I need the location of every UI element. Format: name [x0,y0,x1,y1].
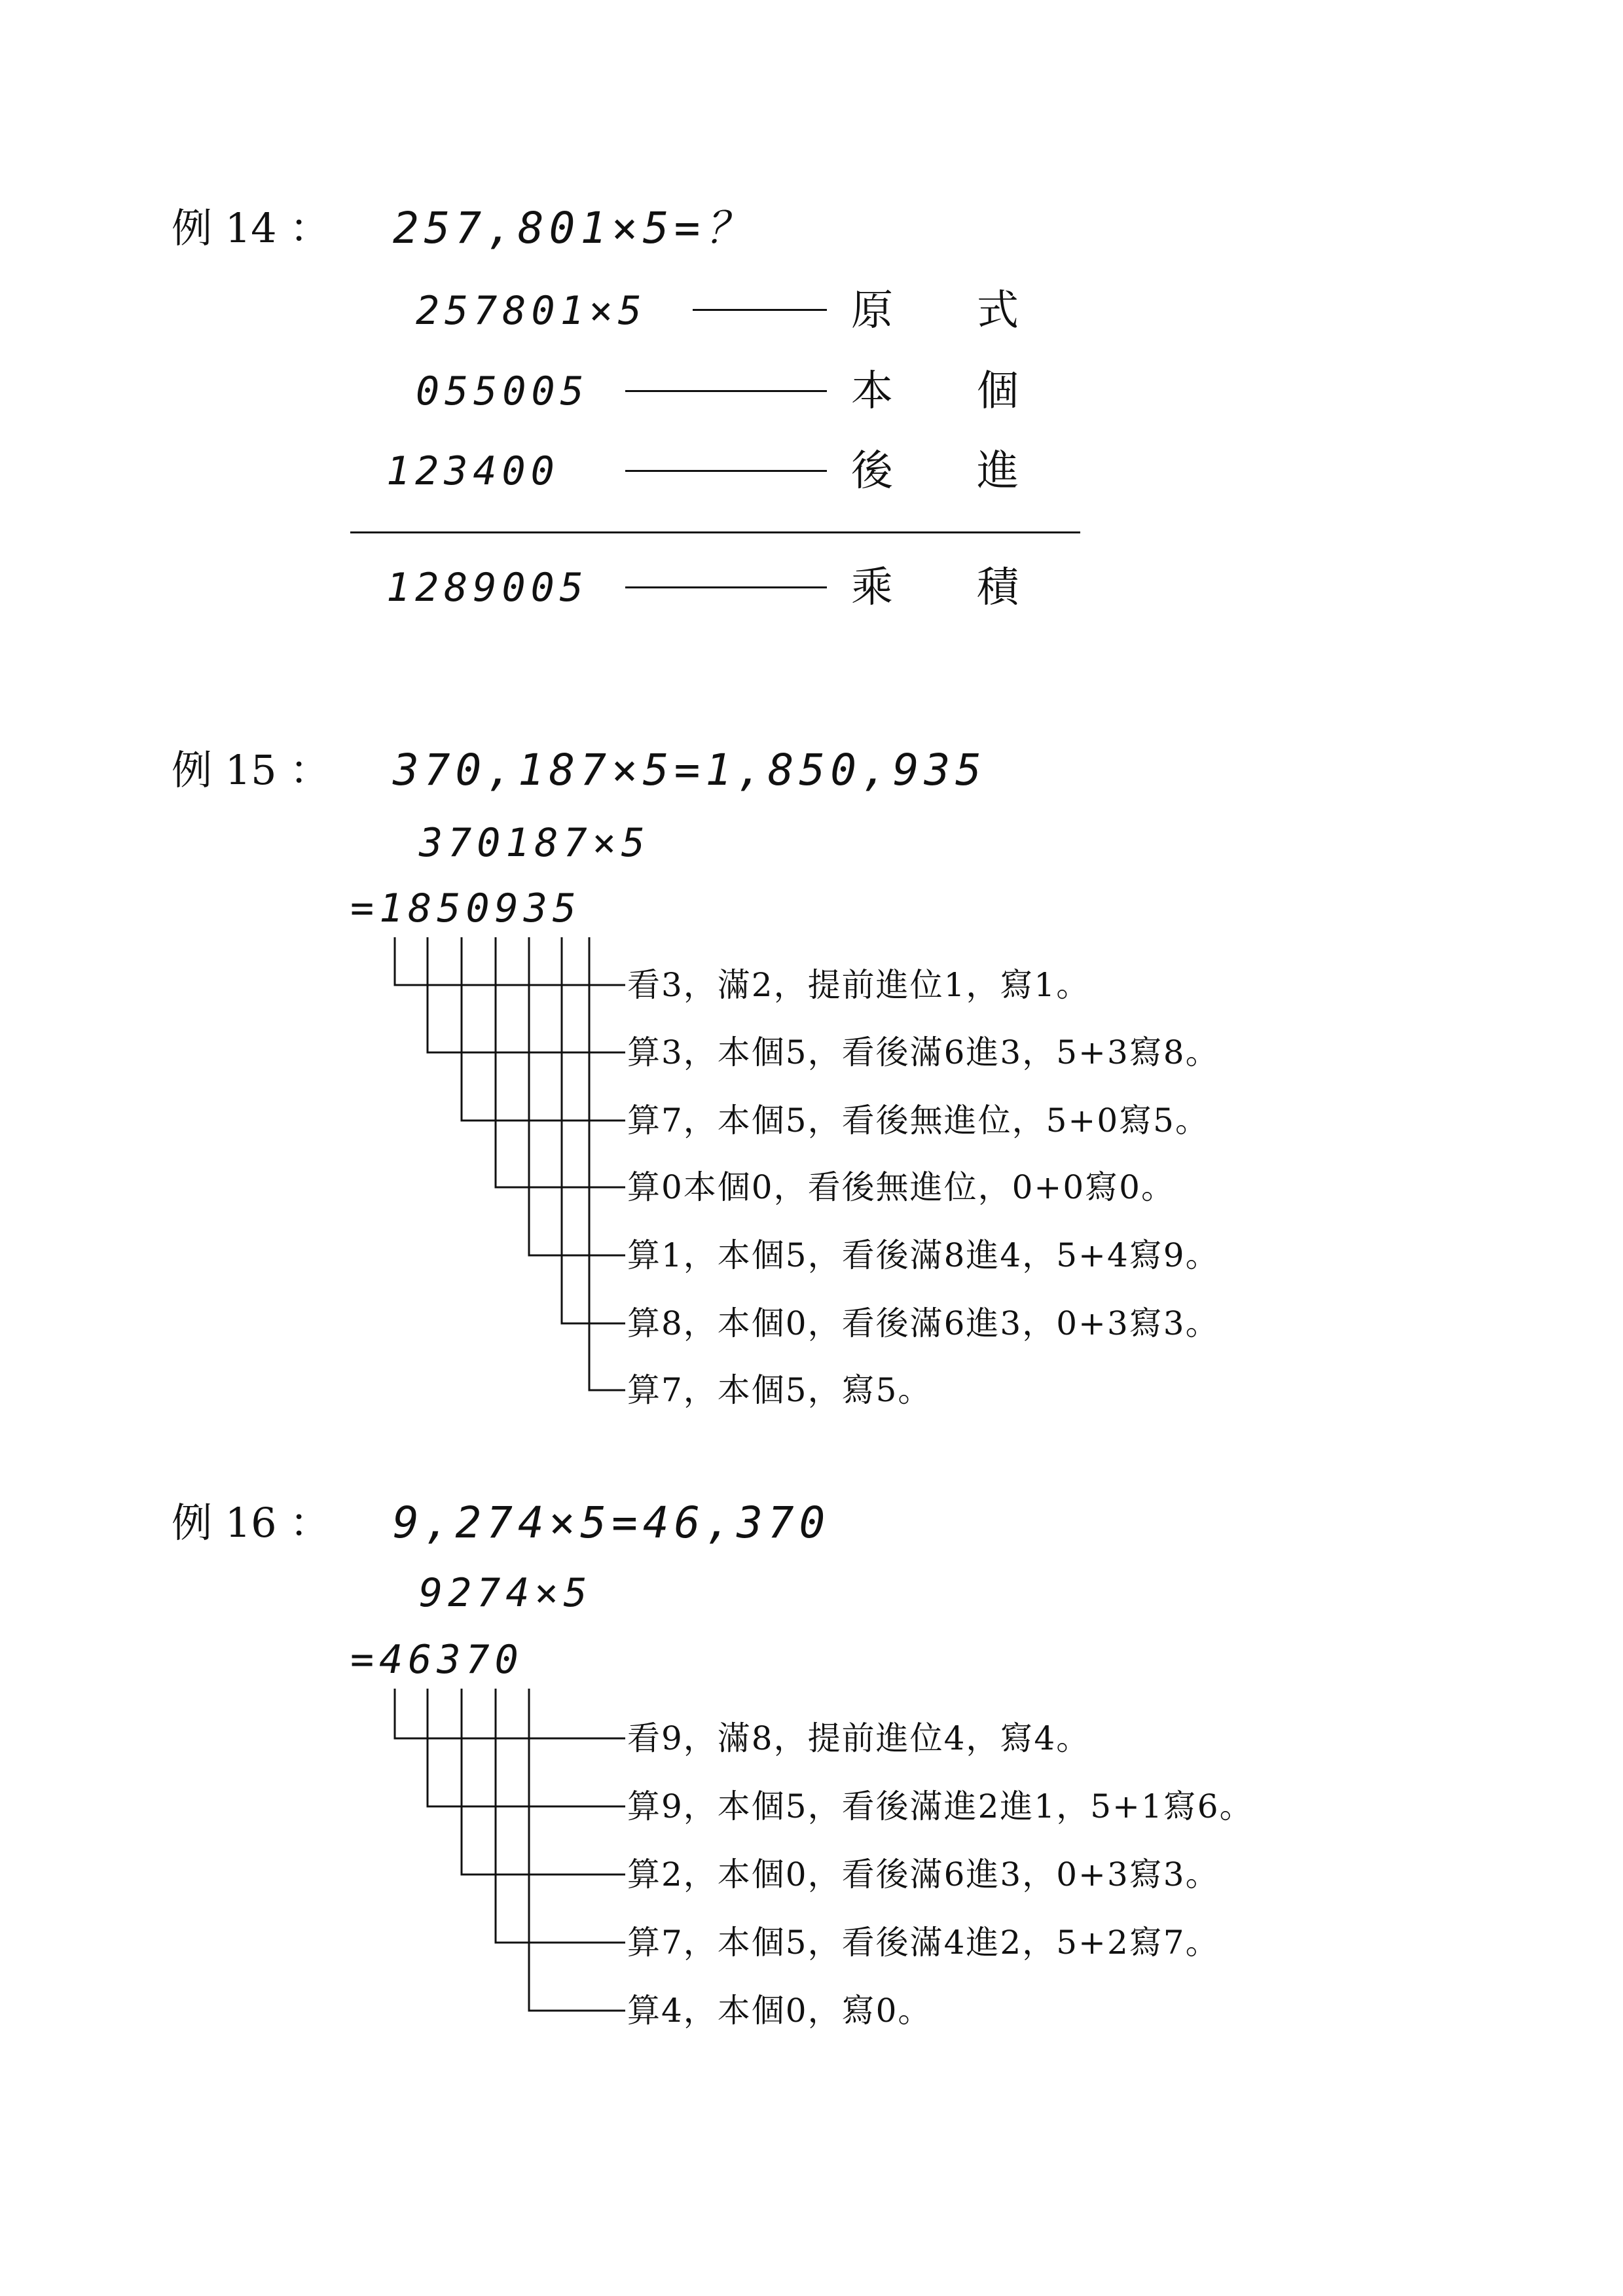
example15-expression: 370187×5 [419,820,650,866]
example14-original-label: 原 式 [851,287,1019,335]
example15-label: 例 15 ： [172,746,331,794]
example16-label: 例 16 ： [172,1499,331,1547]
example14-units-number: 055005 [416,368,589,414]
example16-expression: 9274×5 [419,1570,593,1616]
example14-original-number: 257801×5 [416,288,647,334]
example14-product-label: 乘 積 [851,564,1019,612]
example14-product-number: 1289005 [386,565,589,611]
example16-step: 算4，本個0，寫0。 [627,1992,932,2030]
example16-step: 算2，本個0，看後滿6進3，0+3寫3。 [627,1856,1220,1893]
example14-carry-label: 後 進 [851,447,1019,495]
example15-equation: 370,187×5=1,850,935 [393,745,987,795]
example16-result: =46370 [350,1637,524,1683]
example16-equation: 9,274×5=46,370 [393,1498,831,1548]
example14-label: 例 14 ： [172,204,331,252]
example15-step: 算7，本個5，看後無進位，5+0寫5。 [627,1102,1209,1139]
example14-equation: 257,801×5=？ [393,203,754,253]
example15-step: 算1，本個5，看後滿8進4，5+4寫9。 [627,1236,1220,1274]
example15-step: 算8，本個0，看後滿6進3，0+3寫3。 [627,1304,1220,1342]
example14-units-label: 本 個 [851,367,1019,416]
example15-step: 算0本個0，看後無進位，0+0寫0。 [627,1168,1175,1206]
example15-step: 算7，本個5，寫5。 [627,1371,932,1409]
example16-step: 看9，滿8，提前進位4，寫4。 [627,1719,1091,1757]
example14-carry-number: 123400 [386,448,560,494]
example15-step: 算3，本個5，看後滿6進3，5+3寫8。 [627,1033,1220,1071]
example16-step: 算9，本個5，看後滿進2進1，5+1寫6。 [627,1787,1254,1825]
example15-step: 看3，滿2，提前進位1，寫1。 [627,966,1091,1004]
example15-result: =1850935 [350,886,581,931]
example16-step: 算7，本個5，看後滿4進2，5+2寫7。 [627,1924,1220,1962]
